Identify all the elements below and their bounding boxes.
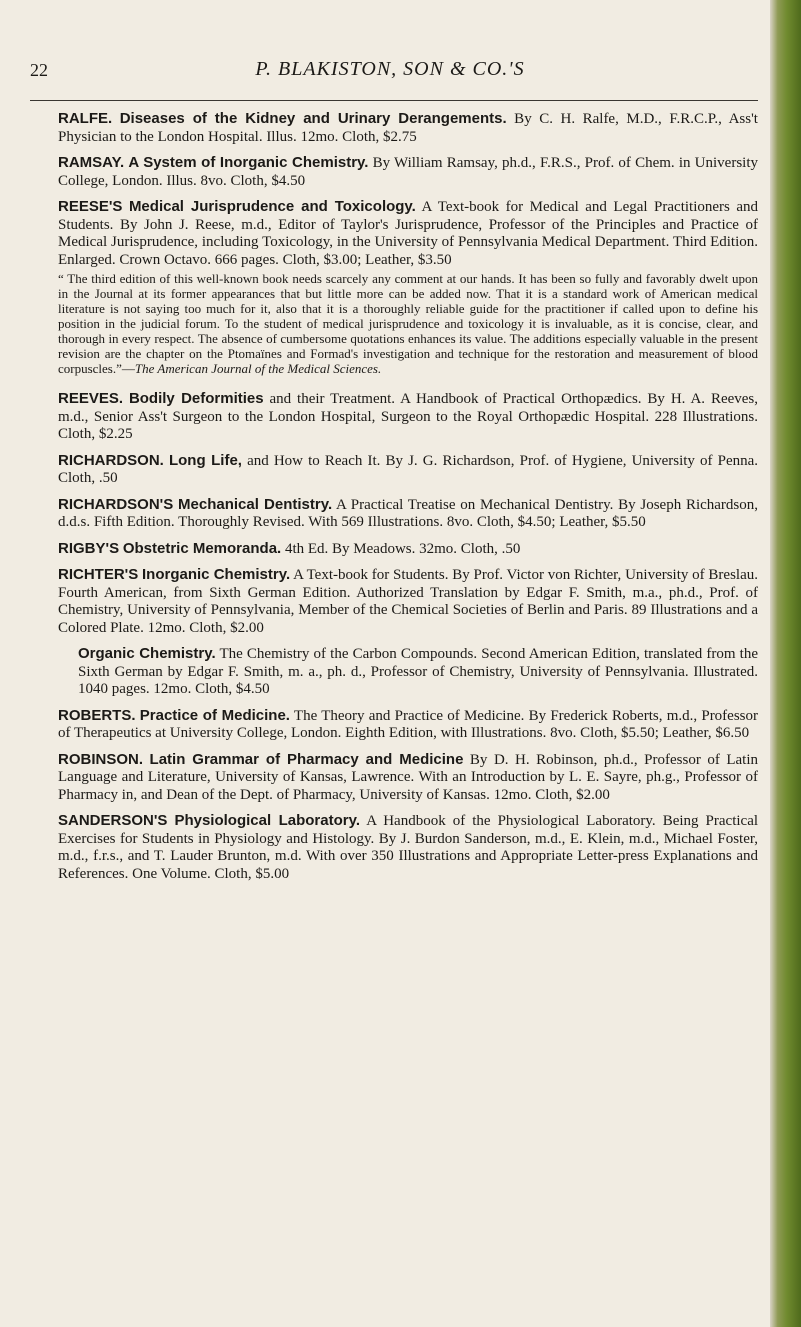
entry-author: REEVES. — [58, 390, 124, 407]
entry-title: Mechanical Dentistry. — [178, 495, 333, 513]
entry-description: A Practical Treatise on Mechanical Dentistry. By Joseph Richardson, d.d.s. Fifth Edition. Thoroughly Revised. With 569 Illustrations. 8vo. Cloth, $4.50; Leather, — [58, 496, 759, 530]
entry-price: $2.25 — [98, 426, 133, 442]
entry-title: Obstetric Memoranda. — [122, 539, 282, 557]
entry-price: $5.00 — [255, 865, 290, 882]
catalog-entry — [58, 452, 758, 488]
entry-price: $4.50 — [235, 681, 270, 697]
entry-price: $2.00 — [230, 619, 264, 636]
entry-price: .50 — [98, 470, 118, 486]
entry-description: and How to Reach It. By J. G. Richardson, Prof. of Hygiene, University of Penna. Cloth, — [58, 452, 759, 486]
quote-source: The American Journal of the Medical Sciences. — [134, 361, 382, 376]
entry-author: ROBINSON. — [58, 750, 144, 768]
catalog-entries — [58, 110, 758, 891]
catalog-sub-entry — [58, 645, 758, 699]
entry-title: Physiological Laboratory. — [174, 812, 360, 829]
entry-title: Organic Chemistry. — [78, 645, 216, 662]
entry-author: SANDERSON'S — [58, 812, 168, 829]
entry-author: RIGBY'S — [58, 539, 120, 557]
entry-title: Bodily Deformities — [128, 390, 264, 407]
entry-price: $2.75 — [383, 128, 417, 145]
catalog-entry — [58, 812, 758, 883]
entry-description: By C. H. Ralfe, M.D., F.R.C.P., Ass't Physician to the London Hospital. Illus. 12mo. Cloth, — [58, 111, 758, 145]
entry-title: Long Life, — [168, 451, 242, 469]
entry-description: The Chemistry of the Carbon Compounds. Second American Edition, translated from the Sixth German by Edgar F. Smith, m. a., ph. d., Professor of Chemistry, University of Pennsylvania. Illustrated. 1040 pages. 12mo. Cloth, — [78, 646, 758, 697]
entry-price: $4.50 — [271, 172, 306, 189]
entry-description: A Text-book for Medical and Legal Practitioners and Students. By John J. Reese, m.d., Editor of Taylor's Jurisprudence, Professor of the Principles and Practice of Medical Jurisprudence, including Toxicology, in the University of Pennsylvania Medical Department. Third Edition. Enlarged. Crown Octavo. 666 pages. Cloth, $3.00; Leather, — [58, 199, 758, 268]
catalog-entry — [58, 390, 758, 444]
quote-text: “ The third edition of this well-known book needs scarcely any comment at our hands. It has been so fully and favorably dwelt upon in the Journal at its former appearances that but little more can be added now. That it is a standard work of American medical literature is not saying too much for it, also that it is a thoroughly reliable guide for the practitioner if called upon to define his position in the judicial forum. To the student of medical jurisprudence and toxicology it is invaluable, as it is concise, clear, and thorough in every respect. The absence of cumbersome quotations enhances its value. The additions especially valuable in the present revision are the chapter on the Ptomaïnes and Formad's investigation and technique for the restoration and measurement of blood corpuscles.”— — [58, 271, 758, 376]
publisher-running-head: P. BLAKISTON, SON & CO.'S — [255, 58, 525, 80]
entry-description: By D. H. Robinson, ph.d., Professor of Latin Language and Literature, University of Kansas, Lawrence. With an Introduction by L. E. Sayre, ph.g., Professor of Pharmacy in, and Dean of the Dept. of Pharmacy, University of Kansas. 12mo. Cloth, — [58, 751, 758, 803]
entry-title: Diseases of the Kidney and Urinary Derangements. — [119, 110, 507, 127]
entry-description: A Handbook of the Physiological Laboratory. Being Practical Exercises for Students in Physiology and Histology. By J. Burdon Sanderson, m.d., E. Klein, m.d., Michael Foster, m.d., f.r.s., and T. Lauder Brunton, m.d. With over 350 Illustrations and Appropriate Letter-press Explanations and References. One Volume. Cloth, — [58, 813, 759, 882]
catalog-entry — [58, 540, 758, 559]
entry-title: Latin Grammar of Pharmacy and Medicine — [149, 750, 464, 768]
entry-description: 4th Ed. By Meadows. 32mo. Cloth, — [281, 540, 502, 557]
entry-price: $3.50 — [417, 251, 452, 268]
entry-author: RICHTER'S — [58, 566, 139, 583]
entry-author: RICHARDSON'S — [58, 495, 174, 513]
entry-author: REESE'S — [58, 198, 123, 215]
entry-author: RALFE. — [58, 110, 113, 127]
entry-author: ROBERTS. — [58, 706, 136, 724]
entry-title: Medical Jurisprudence and Toxicology. — [128, 198, 416, 215]
catalog-entry — [58, 566, 758, 637]
entry-description: A Text-book for Students. By Prof. Victor von Richter, University of Breslau. Fourth American, from Sixth German Edition. Authorized Translation by Edgar F. Smith, m.a., ph.d., Prof. of Chemistry, University of Pennsylvania, Member of the Chemical Societies of Berlin and Paris. 89 Illustrations and a Colored Plate. 12mo. Cloth, — [58, 567, 758, 636]
review-quote — [58, 271, 758, 376]
entry-price: $6.50 — [715, 725, 750, 741]
catalog-entry — [58, 110, 758, 146]
entry-price: .50 — [501, 540, 521, 557]
entry-description: By William Ramsay, ph.d., F.R.S., Prof. of Chem. in University College, London. Illus. 8vo. Cloth, — [58, 155, 759, 189]
entry-author: RAMSAY. — [58, 154, 125, 171]
entry-price: $5.50 — [612, 514, 646, 530]
entry-author: RICHARDSON. — [58, 451, 164, 469]
catalog-entry — [58, 198, 758, 269]
entry-description: and their Treatment. A Handbook of Practical Orthopædics. By H. A. Reeves, m.d., Senior Ass't Surgeon to the London Hospital, Surgeon to the Royal Orthopædic Hospital. 228 Illustrations. Cloth, — [58, 391, 759, 442]
entry-description: The Theory and Practice of Medicine. By Frederick Roberts, m.d., Professor of Therapeutics at University College, London. Eighth Edition, with Illustrations. 8vo. Cloth, $5.50; Leather, — [58, 707, 759, 741]
catalog-entry — [58, 154, 758, 190]
entry-title: Practice of Medicine. — [139, 706, 290, 724]
entry-title: A System of Inorganic Chemistry. — [128, 154, 369, 171]
catalog-entry — [58, 751, 758, 805]
page-number: 22 — [30, 60, 48, 80]
book-edge — [770, 0, 801, 1327]
entry-price: $2.00 — [576, 786, 610, 803]
catalog-entry — [58, 496, 758, 532]
header-rule — [30, 100, 758, 101]
catalog-entry — [58, 707, 758, 743]
page-header — [30, 60, 750, 100]
entry-title: Inorganic Chemistry. — [142, 566, 291, 583]
